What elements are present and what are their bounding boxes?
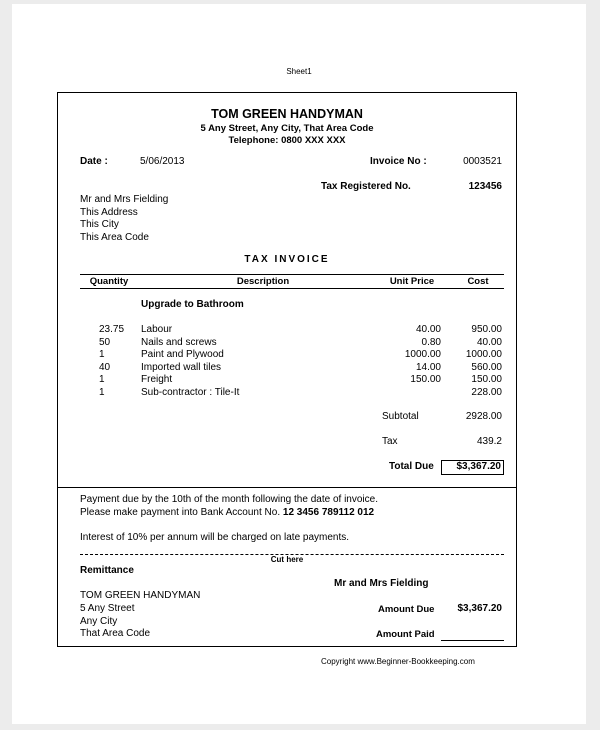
date-value: 5/06/2013 [140,156,185,167]
notes-divider [58,487,516,488]
customer-address-line: This Address [80,206,138,218]
invoice-number-label: Invoice No : [370,156,427,167]
company-address: 5 Any Street, Any City, That Area Code [200,123,374,134]
remittance-customer-name: Mr and Mrs Fielding [334,578,429,589]
column-header-quantity: Quantity [89,276,129,287]
tax-registered-value: 123456 [468,181,502,192]
amount-due-value: $3,367.20 [457,603,502,614]
row-description: Sub-contractor : Tile-It [141,386,240,398]
row-cost: 150.00 [471,374,502,385]
remittance-company-city: Any City [80,615,118,627]
invoice-frame [57,92,517,647]
late-interest-note: Interest of 10% per annum will be charged on late payments. [80,532,350,543]
total-due-value: $3,367.20 [441,460,504,475]
remittance-company-area: That Area Code [80,628,151,639]
customer-area-code: This Area Code [80,231,149,243]
row-description: Imported wall tiles [141,361,222,373]
table-header-bottom-rule [80,288,504,289]
row-quantity: 1 [99,349,105,360]
row-description: Freight [141,374,173,385]
document-title: TAX INVOICE [244,254,330,265]
row-unit-price: 1000.00 [404,349,441,360]
row-cost: 228.00 [471,386,502,398]
copyright-footer: Copyright www.Beginner-Bookkeeping.com [321,657,475,666]
amount-paid-label: Amount Paid [376,629,435,640]
subtotal-value: 2928.00 [465,411,502,422]
row-quantity: 50 [99,336,111,348]
section-title: Upgrade to Bathroom [141,299,244,310]
column-header-unit-price: Unit Price [389,276,435,287]
invoice-number-value: 0003521 [463,156,502,167]
remittance-company-street: 5 Any Street [80,603,135,614]
tax-value: 439.2 [476,436,502,447]
row-quantity: 1 [99,374,105,385]
row-cost: 950.00 [471,324,502,335]
row-quantity: 23.75 [99,324,125,335]
row-description: Labour [141,324,173,335]
company-name: TOM GREEN HANDYMAN [211,107,363,121]
remittance-title: Remittance [80,565,134,576]
row-unit-price: 150.00 [410,374,441,385]
column-header-description: Description [236,276,290,287]
customer-city: This City [80,219,119,230]
row-unit-price: 14.00 [415,361,441,373]
amount-due-label: Amount Due [378,604,435,615]
customer-name: Mr and Mrs Fielding [80,194,169,205]
row-quantity: 40 [99,361,111,373]
cut-here-label: Cut here [270,555,304,564]
row-unit-price: 40.00 [415,324,441,335]
column-header-cost: Cost [467,276,489,287]
amount-paid-line[interactable] [441,640,504,641]
table-header-top-rule [80,274,504,275]
date-label: Date : [80,156,108,167]
bank-account-number: 12 3456 789112 012 [282,507,375,518]
payment-terms: Payment due by the 10th of the month following the date of invoice. [80,494,378,505]
row-unit-price: 0.80 [421,336,441,348]
subtotal-label: Subtotal [382,411,419,422]
company-telephone: Telephone: 0800 XXX XXX [228,135,346,146]
row-cost: 560.00 [471,361,502,373]
tax-registered-label: Tax Registered No. [321,181,411,192]
row-cost: 40.00 [476,336,502,348]
bank-instructions-text: Please make payment into Bank Account No. [80,507,281,518]
total-due-label: Total Due [389,461,434,472]
remittance-company-name: TOM GREEN HANDYMAN [80,590,201,601]
row-description: Nails and screws [141,336,217,348]
bank-instructions [80,507,374,518]
tax-label: Tax [382,436,398,447]
invoice-page [12,4,586,724]
row-description: Paint and Plywood [141,349,224,360]
row-quantity: 1 [99,386,105,398]
sheet-label: Sheet1 [286,67,312,76]
row-cost: 1000.00 [465,349,502,360]
